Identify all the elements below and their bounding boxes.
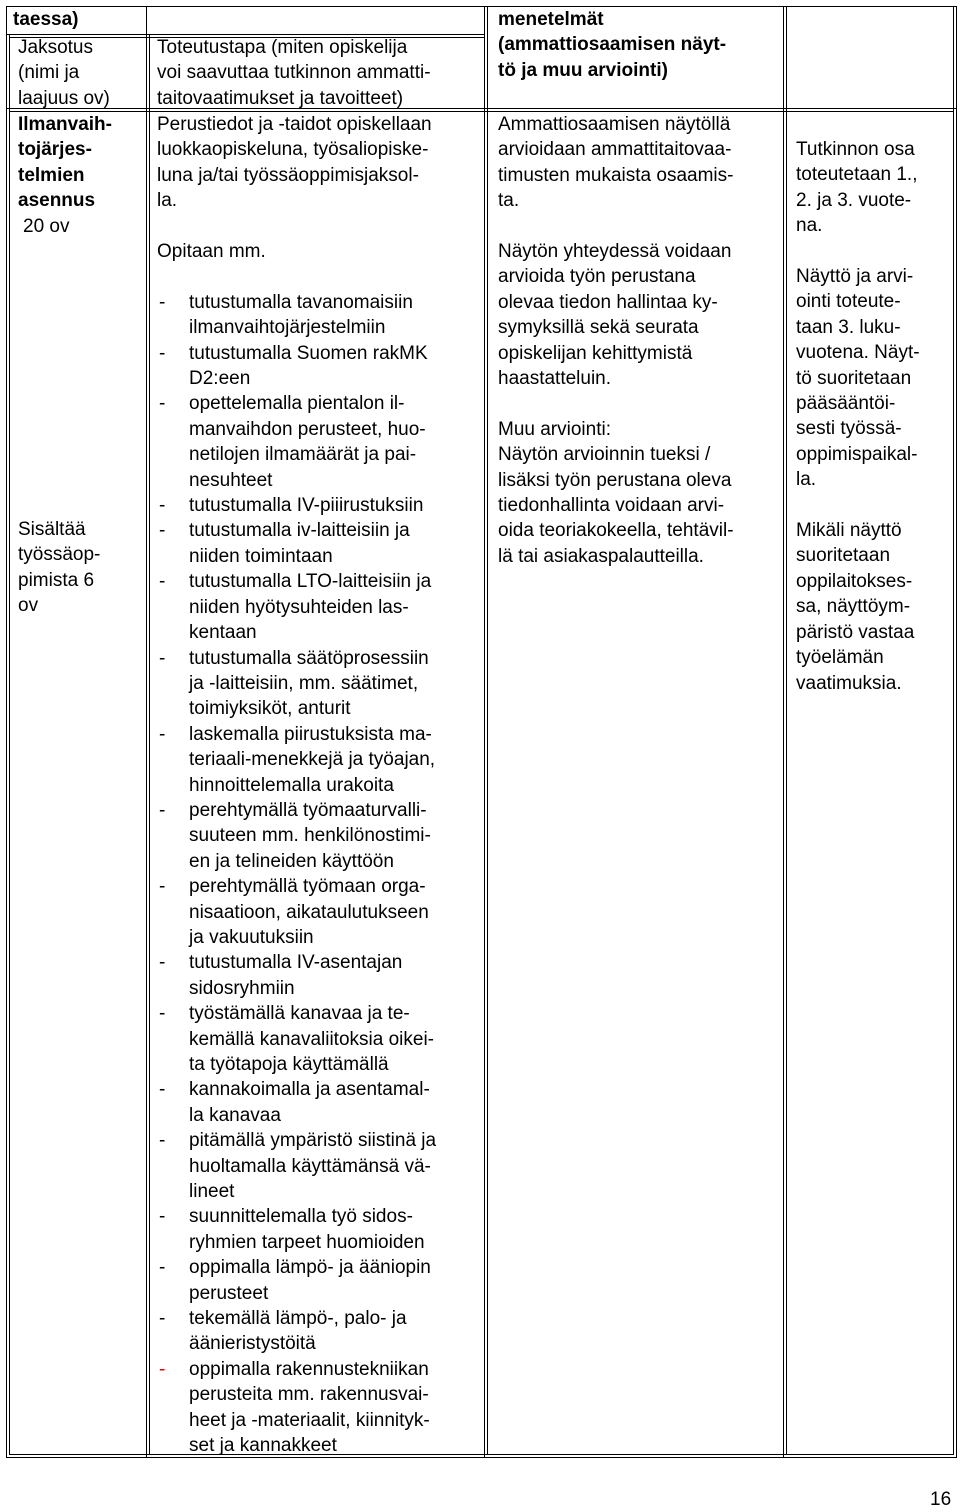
demonstration-paragraph: Näyttö ja arvi- ointi toteute- taan 3. luku- vuotena. Näyt- tö suoritetaan pääsääntöi- sesti työssä- oppimispaikal- la.: [796, 266, 920, 491]
list-item-line: hinnoittelemalla urakoita: [189, 774, 394, 796]
col2-header: Toteutustapa (miten opiskelija voi saavuttaa tutkinnon ammatti- taitovaatimukset ja tavoitteet): [157, 37, 431, 109]
list-item-line: la kanavaa: [189, 1104, 281, 1126]
list-item-line: suunnittelemalla työ sidos-: [189, 1206, 413, 1228]
list-item-line: suuteen mm. henkilönostimi-: [189, 825, 431, 847]
dash-marker: -: [159, 393, 166, 415]
col1-header: Jaksotus (nimi ja laajuus ov): [18, 37, 110, 109]
list-item-line: laskemalla piirustuksista ma-: [189, 723, 432, 745]
dash-marker: -: [159, 1358, 166, 1380]
list-item: [157, 1357, 482, 1459]
workplace-learning-note: Sisältää työssäop- pimista 6 ov: [18, 519, 101, 617]
list-item-line: perehtymällä työmaaturvalli-: [189, 799, 427, 821]
list-item-line: sidosryhmiin: [189, 977, 295, 999]
list-item-line: äänieristystöitä: [189, 1333, 316, 1355]
list-item: [157, 722, 482, 798]
list-item: [157, 798, 482, 874]
list-item-line: työstämällä kanavaa ja te-: [189, 1003, 410, 1025]
list-item-line: niiden toimintaan: [189, 545, 333, 567]
list-item: [157, 518, 482, 569]
unit-size: 20 ov: [23, 215, 70, 237]
list-item: [157, 1255, 482, 1306]
environment-paragraph: Mikäli näyttö suoritetaan oppilaitokses- sa, näyttöym- päristö vastaa työelämän vaatimuksia.: [796, 520, 915, 694]
list-item-line: ja vakuutuksiin: [189, 926, 314, 948]
list-item: [157, 950, 482, 1001]
list-item: [157, 1077, 482, 1128]
list-item: [157, 391, 482, 493]
list-item-line: tutustumalla säätöprosessiin: [189, 647, 429, 669]
dash-marker: -: [159, 342, 166, 364]
list-item-line: ilmanvaihtojärjestelmiin: [189, 317, 386, 339]
col2-content: Perustiedot ja -taidot opiskellaan luokkaopiskeluna, työsaliopiske- luna ja/tai työssäoppimisjaksol- la. Opitaan mm. - tutustumalla tavanomaisiin ilmanvaihtojärjestelmiin - tutustumalla Suomen rakMK D2:een - opettelemalla pientalon il- manvaihdon perusteet, huo- netilojen ilmamäärät ja pai- nesuhteet - tutustumalla IV-piiirustuksiin - tutustumalla iv-laitteisiin ja niiden toimintaan - tutustumalla LTO-laitteisiin ja niiden hyötysuhteiden las- kentaan - tutustumalla säätöprosessiin ja -laitteisiin, mm. säätimet, toimiyksiköt, anturit - laskemalla piirustuksista ma- teriaali-menekkejä ja työajan, hinnoittelemalla urakoita - perehtymällä työmaaturvalli- suuteen mm. henkilönostimi- en ja telineiden käyttöön - perehtymällä työmaan orga- nisaatioon, aikataulutukseen ja vakuutuksiin - tutustumalla IV-asentajan sidosryhmiin - työstämällä kanavaa ja te- kemällä kanavaliitoksia oikei- ta työtapoja käyttämällä - kannakoimalla ja asentamal- la kanavaa - pitämällä ympäristö siistinä ja huoltamalla käyttämänsä vä- lineet - suunnittelemalla työ sidos- ryhmien tarpeet huomioiden - oppimalla lämpö- ja ääniopin perusteet - tekemällä lämpö-, palo- ja äänieristystöitä - oppimalla rakennustekniikan perusteita mm. rakennusvai- heet ja -materiaalit, kiinnityk- set ja kannakkeet: [157, 112, 482, 1459]
list-item-line: teriaali-menekkejä ja työajan,: [189, 749, 436, 771]
list-item: [157, 874, 482, 950]
dash-marker: -: [159, 1206, 166, 1228]
dash-marker: -: [159, 1257, 166, 1279]
list-item-line: ta työtapoja käyttämällä: [189, 1054, 389, 1075]
timing-paragraph: Tutkinnon osa toteutetaan 1., 2. ja 3. vuote- na.: [796, 139, 918, 237]
list-item: [157, 1001, 482, 1077]
dash-marker: -: [159, 1308, 166, 1330]
col3-content: [498, 112, 734, 569]
list-item-line: tutustumalla LTO-laitteisiin ja: [189, 571, 432, 593]
unit-title: Ilmanvaih- tojärjes- telmien asennus 20 ov: [18, 112, 112, 239]
list-item-line: kemällä kanavaliitoksia oikei-: [189, 1028, 434, 1050]
col3-header: menetelmät (ammattiosaamisen näyt- tö ja muu arviointi): [498, 9, 727, 81]
dash-marker: -: [159, 1130, 166, 1152]
col1-header-top: taessa): [13, 9, 79, 30]
learning-lead: Opitaan mm.: [157, 241, 266, 263]
dash-marker: -: [159, 723, 166, 745]
page-number: 16: [930, 1489, 952, 1510]
list-item-line: set ja kannakkeet: [189, 1435, 337, 1457]
list-item-line: netilojen ilmamäärät ja pai-: [189, 444, 417, 466]
dash-marker: -: [159, 291, 166, 313]
assessment-paragraph: Ammattiosaamisen näytöllä arvioidaan ammattitaitovaa- timusten mukaista osaamis- ta.: [498, 114, 734, 212]
dash-marker: -: [159, 647, 166, 669]
list-item-line: lineet: [189, 1181, 235, 1203]
list-item-line: kentaan: [189, 622, 257, 644]
list-item-line: tutustumalla iv-laitteisiin ja: [189, 520, 410, 542]
list-item: [157, 493, 482, 518]
list-item-line: nisaatioon, aikataulutukseen: [189, 901, 429, 923]
list-item-line: oppimalla lämpö- ja ääniopin: [189, 1257, 431, 1279]
list-item: [157, 1128, 482, 1204]
list-item-line: ja -laitteisiin, mm. säätimet,: [189, 672, 419, 694]
list-item-line: perusteita mm. rakennusvai-: [189, 1384, 429, 1406]
dash-marker: -: [159, 495, 166, 517]
dash-marker: -: [159, 571, 166, 593]
list-item-line: toimiyksiköt, anturit: [189, 698, 351, 720]
list-item: [157, 646, 482, 722]
list-item-line: huoltamalla käyttämänsä vä-: [189, 1155, 431, 1177]
list-item-line: tutustumalla IV-asentajan: [189, 952, 403, 974]
list-item-line: manvaihdon perusteet, huo-: [189, 418, 426, 440]
list-item: [157, 1306, 482, 1357]
dash-marker: -: [159, 520, 166, 542]
list-item-line: heet ja -materiaalit, kiinnityk-: [189, 1409, 430, 1431]
list-item-line: D2:een: [189, 368, 251, 390]
list-item-line: tutustumalla IV-piiirustuksiin: [189, 495, 424, 517]
list-item-line: nesuhteet: [189, 469, 273, 491]
list-item-line: opettelemalla pientalon il-: [189, 393, 405, 415]
list-item: [157, 290, 482, 341]
learning-items-list: [157, 290, 482, 1459]
list-item-line: tutustumalla Suomen rakMK: [189, 342, 428, 364]
list-item-line: kannakoimalla ja asentamal-: [189, 1079, 430, 1101]
list-item-line: pitämällä ympäristö siistinä ja: [189, 1130, 437, 1152]
list-item: [157, 1204, 482, 1255]
other-assessment-paragraph: Muu arviointi: Näytön arvioinnin tueksi / lisäksi työn perustana oleva tiedonhallinta voidaan arvi- oida teoriakokeella, tehtävil- lä tai asiakaspalautteilla.: [498, 418, 734, 567]
list-item-line: ryhmien tarpeet huomioiden: [189, 1231, 425, 1253]
dash-marker: -: [159, 952, 166, 974]
list-item-line: perusteet: [189, 1282, 269, 1304]
dash-marker: -: [159, 799, 166, 821]
col4-content: [796, 137, 920, 696]
list-item-line: oppimalla rakennustekniikan: [189, 1358, 429, 1380]
list-item-line: tutustumalla tavanomaisiin: [189, 291, 413, 313]
dash-marker: -: [159, 1003, 166, 1025]
list-item: [157, 341, 482, 392]
list-item-line: perehtymällä työmaan orga-: [189, 876, 426, 898]
list-item-line: en ja telineiden käyttöön: [189, 850, 394, 872]
list-item-line: tekemällä lämpö-, palo- ja: [189, 1308, 407, 1330]
list-item-line: niiden hyötysuhteiden las-: [189, 596, 409, 618]
assessment-paragraph: Näytön yhteydessä voidaan arvioida työn perustana olevaa tiedon hallintaa ky- symyksillä sekä seurata opiskelijan kehittymistä haastatteluin.: [498, 241, 732, 390]
list-item: [157, 569, 482, 645]
dash-marker: -: [159, 876, 166, 898]
dash-marker: -: [159, 1079, 166, 1101]
